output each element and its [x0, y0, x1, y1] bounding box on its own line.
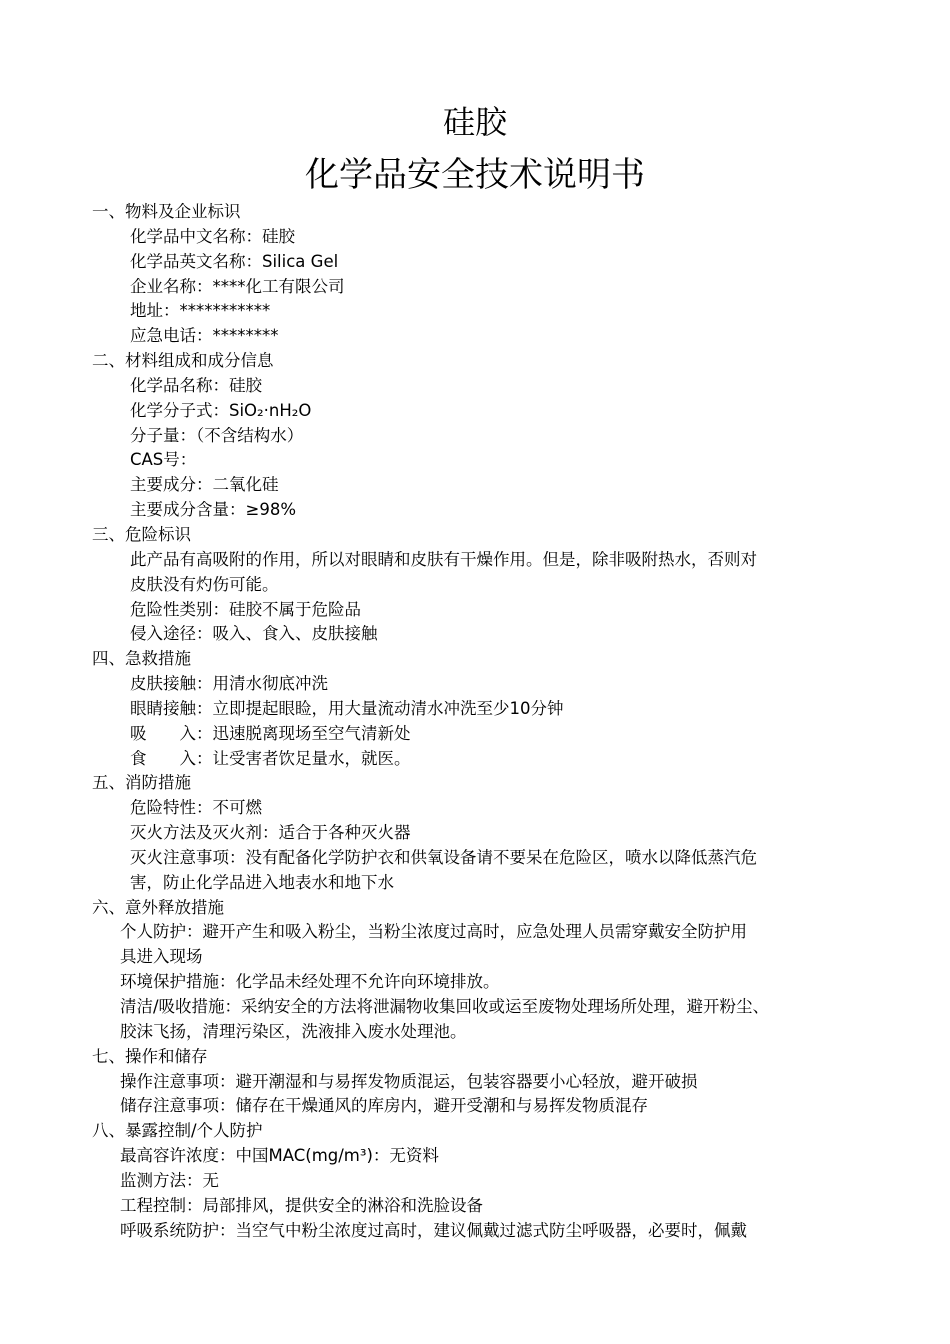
body-text-line: 地址：*********** [130, 301, 271, 321]
body-text-line: 化学品中文名称：硅胶 [130, 226, 295, 246]
body-text-line: 化学分子式：SiO₂·nH₂O [130, 400, 312, 420]
section-heading: 七、操作和储存 [92, 1046, 208, 1066]
body-text-line: 皮肤接触：用清水彻底冲洗 [130, 674, 328, 694]
document-title-main: 化学品安全技术说明书 [305, 155, 645, 195]
body-text-line: 主要成分：二氧化硅 [130, 475, 279, 495]
section-heading: 五、消防措施 [92, 773, 191, 793]
body-text-line: 主要成分含量：≥98% [130, 500, 296, 520]
body-text-line: 害，防止化学品进入地表水和地下水 [130, 872, 394, 892]
body-text-line: 危险特性：不可燃 [130, 798, 262, 818]
body-text-line: CAS号： [130, 450, 197, 470]
document-body [92, 200, 892, 1243]
body-text-line: 此产品有高吸附的作用，所以对眼睛和皮肤有干燥作用。但是，除非吸附热水，否则对 [130, 549, 757, 569]
body-text-line: 应急电话：******** [130, 326, 279, 346]
section-heading: 八、暴露控制/个人防护 [92, 1121, 263, 1141]
body-text-line: 清洁/吸收措施：采纳安全的方法将泄漏物收集回收或运至废物处理场所处理，避开粉尘、 [120, 997, 770, 1016]
body-text-line: 化学品英文名称：Silica Gel [130, 251, 339, 271]
body-text-line: 具进入现场 [120, 947, 203, 967]
body-text-line: 吸 入：迅速脱离现场至空气清新处 [130, 723, 411, 743]
section-heading: 三、危险标识 [92, 524, 191, 544]
body-text-line: 危险性类别：硅胶不属于危险品 [130, 599, 361, 619]
body-text-line: 灭火注意事项：没有配备化学防护衣和供氧设备请不要呆在危险区，喷水以降低蒸汽危 [130, 847, 757, 867]
body-text-line: 最高容许浓度：中国MAC(mg/m³)：无资料 [120, 1146, 439, 1166]
body-text-line: 食 入：让受害者饮足量水，就医。 [130, 748, 411, 768]
body-text-line: 眼睛接触：立即提起眼睑，用大量流动清水冲洗至少10分钟 [130, 698, 564, 718]
body-text-line: 监测方法：无 [120, 1170, 219, 1190]
body-text-line: 操作注意事项：避开潮湿和与易挥发物质混运，包装容器要小心轻放，避开破损 [120, 1071, 698, 1091]
body-text-line: 灭火方法及灭火剂：适合于各种灭火器 [130, 823, 411, 843]
body-text-line: 皮肤没有灼伤可能。 [130, 574, 279, 594]
body-text-line: 个人防护：避开产生和吸入粉尘，当粉尘浓度过高时，应急处理人员需穿戴安全防护用 [120, 922, 747, 942]
section-heading: 二、材料组成和成分信息 [92, 351, 274, 371]
body-text-line: 胶沫飞扬，清理污染区，洗液排入废水处理池。 [120, 1021, 467, 1041]
body-text-line: 企业名称：****化工有限公司 [130, 276, 345, 296]
body-text-line: 化学品名称：硅胶 [130, 375, 262, 395]
body-text-line: 环境保护措施：化学品未经处理不允许向环境排放。 [120, 972, 500, 992]
body-text-line: 侵入途径：吸入、食入、皮肤接触 [130, 624, 378, 644]
body-text-line: 分子量：（不含结构水） [130, 425, 304, 445]
document-title-product: 硅胶 [442, 103, 507, 141]
body-text-line: 呼吸系统防护：当空气中粉尘浓度过高时，建议佩戴过滤式防尘呼吸器，必要时，佩戴 [120, 1220, 747, 1240]
body-text-line: 工程控制：局部排风，提供安全的淋浴和洗脸设备 [120, 1195, 483, 1215]
section-heading: 六、意外释放措施 [92, 897, 224, 917]
section-heading: 四、急救措施 [92, 649, 191, 669]
section-heading: 一、物料及企业标识 [92, 202, 241, 221]
body-text-line: 储存注意事项：储存在干燥通风的库房内，避开受潮和与易挥发物质混存 [120, 1096, 648, 1116]
